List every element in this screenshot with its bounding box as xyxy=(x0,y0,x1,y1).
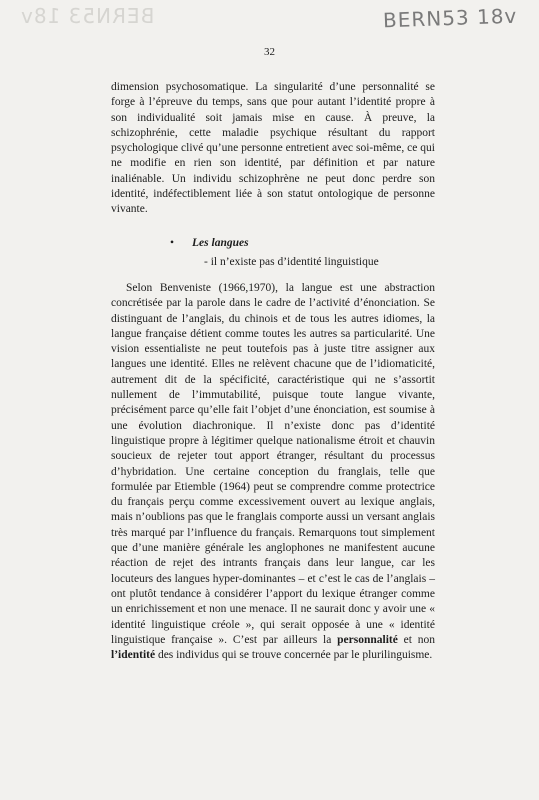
page-number: 32 xyxy=(264,46,275,58)
archive-stamp: BERN53 18v xyxy=(382,3,518,33)
paragraph-2 xyxy=(111,281,435,663)
paragraph-2-text xyxy=(111,281,435,663)
section-subtitle: - il n’existe pas d’identité linguistique xyxy=(204,256,379,268)
paragraph-2-end: des individus qui se trouve concernée par le plurilinguisme. xyxy=(157,649,433,662)
paragraph-1-text: dimension psychosomatique. La singularité d’une personnalité se forge à l’épreuve du temps, sans que pour autant l’identité propre à son individualité soit jamais mise en cause. À preuve, la schizophrénie, cette maladie psychique résultant du rapport psychologique clivé qu’une personne entretient avec soi-même, ce qui ne modifie en rien son identité, par définition et par nature inaliénable. Un individu schizophrène ne peut donc perdre son identité, indéfectiblement liée à son statut ontologique de personne vivante. xyxy=(111,81,435,216)
bold-term-personnalite: personnalité xyxy=(337,633,398,646)
bleed-through-stamp: BERN53 18v xyxy=(20,4,155,28)
paragraph-1 xyxy=(111,80,435,218)
bold-term-identite: l’identité xyxy=(111,649,156,662)
paragraph-2-main: Selon Benveniste (1966,1970), la langue est une abstraction concrétisée par la parole dans le cadre de l’activité d’énonciation. Se distinguant de l’anglais, du chinois et de tous les autres idiomes, la langue française détient comme toutes les autres sa particularité. Une vision essentialiste ne peut toutefois pas à juste titre assigner aux langues une identité. Elles ne relèvent chacune que de l’idiomaticité, autrement dit de la spécificité, caractéristique qui ne s’assortit nullement de l’immutabilité, puisque toute langue vivante, précisément parce qu’elle fait l’objet d’une énonciation, est soumise à une évolution diachronique. Il n’existe donc pas d’identité linguistique propre à légitimer quelque nationalisme étroit et chauvin soucieux de rejeter tout apport étranger, résultant du processus d’hybridation. Une certaine conception du franglais, telle que formulée par Etiemble (1964) peut se comprendre comme protectrice du français perçu comme excessivement ouvert au lexique anglais, mais n’oublions pas que le franglais comporte aussi un versant anglais très marqué par l’influence du français. Remarquons tout simplement que d’une manière générale les anglophones ne manifestent aucune réaction de rejet des intrants français dans leur langue, car les locuteurs des langues hyper-dominantes – et c’est le cas de l’anglais – ont plutôt tendance à considérer l’apport du lexique étranger comme un enrichissement et non une menace. Il ne saurait donc y avoir une « identité linguistique créole », qui serait opposée à une « identité linguistique française ». C’est par ailleurs la xyxy=(111,282,435,646)
bullet-icon: • xyxy=(170,237,175,249)
section-heading xyxy=(170,237,249,249)
connector-text: et non xyxy=(403,633,436,646)
section-title: Les langues xyxy=(192,237,249,249)
